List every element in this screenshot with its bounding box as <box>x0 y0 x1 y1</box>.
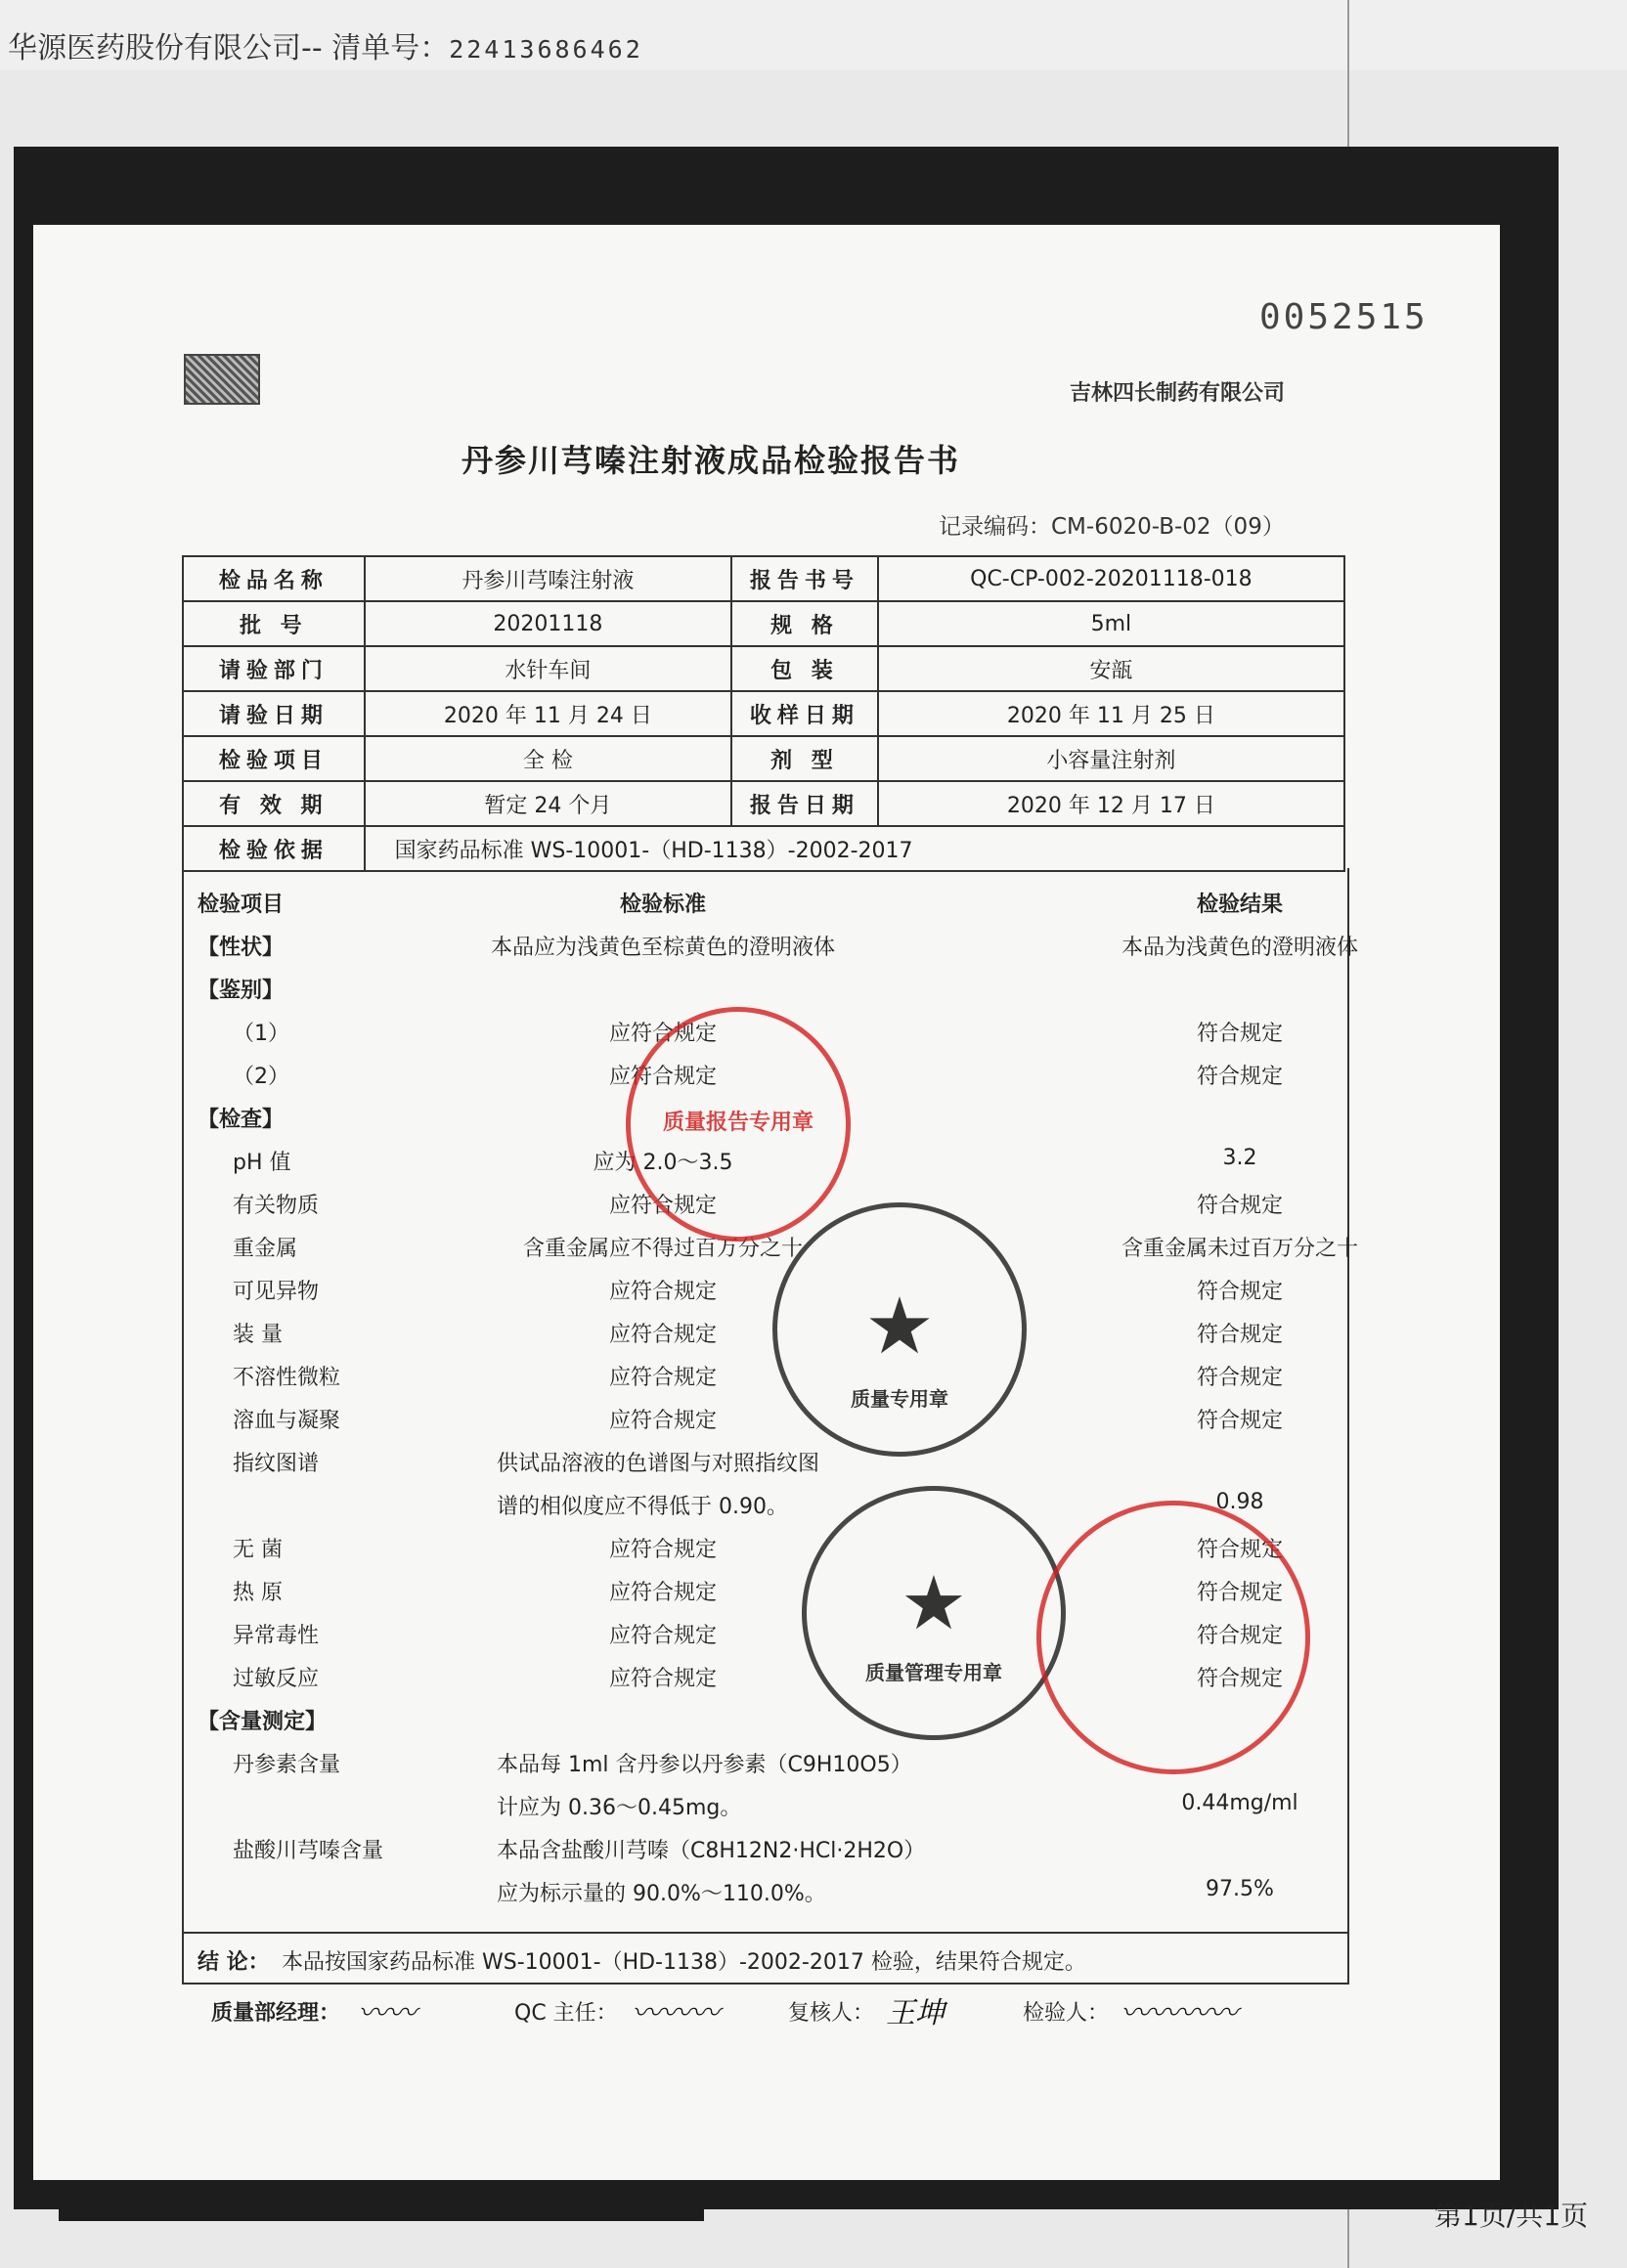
serial-number: 0052515 <box>1259 297 1429 337</box>
info-value: QC-CP-002-20201118-018 <box>878 556 1344 601</box>
info-value: 20201118 <box>365 601 731 646</box>
red-quality-report-stamp <box>626 1007 851 1242</box>
result-item: 盐酸川芎嗪含量 <box>233 1839 384 1863</box>
black-quality-stamp <box>772 1202 1027 1457</box>
qa-manager-label: 质量部经理： <box>211 2001 341 2026</box>
info-value: 5ml <box>878 601 1344 646</box>
result-item: （2） <box>233 1065 289 1089</box>
star-icon: ★ <box>864 1281 935 1372</box>
reviewer-signature: 王坤 <box>886 1996 945 2030</box>
result-row-continued <box>184 1877 1347 1916</box>
result-value: 符合规定 <box>1196 1366 1283 1390</box>
info-label: 检品名称 <box>183 556 365 601</box>
conclusion-label: 结 论： <box>198 1950 270 1975</box>
info-label: 请验日期 <box>183 691 365 736</box>
header-list-number: 22413686462 <box>449 35 643 64</box>
result-value: 本品为浅黄色的澄明液体 <box>1121 936 1358 960</box>
info-label: 剂 型 <box>731 736 878 781</box>
inspector-label: 检验人： <box>1023 2001 1110 2026</box>
result-row <box>184 1404 1347 1443</box>
result-standard: 含重金属应不得过百万分之十 <box>522 1237 803 1261</box>
info-label: 报告日期 <box>731 781 878 826</box>
result-value: 3.2 <box>1222 1146 1257 1170</box>
result-standard: 本品每 1ml 含丹参以丹参素（C9H10O5） <box>497 1753 912 1777</box>
result-standard: 应符合规定 <box>608 1194 717 1218</box>
info-row <box>183 556 1344 601</box>
result-item: 异常毒性 <box>233 1624 320 1648</box>
black-quality-management-stamp <box>802 1486 1066 1740</box>
result-item: 不溶性微粒 <box>233 1366 341 1390</box>
qc-director-signature: 〰〰〰 <box>632 1996 720 2030</box>
result-standard: 本品应为浅黄色至棕黄色的澄明液体 <box>490 936 835 960</box>
inspector-signature: 〰〰〰〰 <box>1121 1996 1238 2030</box>
info-label: 检验项目 <box>183 736 365 781</box>
info-label: 报告书号 <box>731 556 878 601</box>
result-standard: 谱的相似度应不得低于 0.90。 <box>497 1495 788 1519</box>
info-row <box>183 781 1344 826</box>
result-standard: 应符合规定 <box>608 1323 717 1347</box>
result-standard: 应符合规定 <box>608 1366 717 1390</box>
result-value: 符合规定 <box>1196 1624 1283 1648</box>
info-value: 小容量注射剂 <box>878 736 1344 781</box>
report-title: 丹参川芎嗪注射液成品检验报告书 <box>462 442 961 479</box>
info-value: 2020 年 12 月 17 日 <box>878 781 1344 826</box>
result-item: pH 值 <box>233 1151 291 1175</box>
result-row <box>184 1361 1347 1400</box>
info-value: 2020 年 11 月 25 日 <box>878 691 1344 736</box>
result-row <box>184 1318 1347 1357</box>
header-list-label: 清单号： <box>331 31 450 65</box>
result-standard: 应符合规定 <box>608 1624 717 1648</box>
info-label: 收样日期 <box>731 691 878 736</box>
info-label: 请验部门 <box>183 646 365 691</box>
result-item: 有关物质 <box>233 1194 320 1218</box>
info-row <box>183 601 1344 646</box>
result-standard: 应符合规定 <box>608 1065 717 1089</box>
result-item: （1） <box>233 1022 289 1046</box>
result-item: 溶血与凝聚 <box>233 1409 341 1433</box>
header-company: 华源医药股份有限公司-- <box>8 31 323 65</box>
result-value: 符合规定 <box>1196 1323 1283 1347</box>
result-row <box>184 1834 1347 1873</box>
result-standard: 应符合规定 <box>608 1581 717 1605</box>
result-standard: 应符合规定 <box>608 1022 717 1046</box>
result-value: 符合规定 <box>1196 1194 1283 1218</box>
info-row <box>183 691 1344 736</box>
results-header-row <box>184 888 1347 927</box>
section-title: 【含量测定】 <box>198 1710 328 1734</box>
result-row <box>184 1275 1347 1314</box>
stamp-label: 质量报告专用章 <box>662 1111 814 1135</box>
result-item: 丹参素含量 <box>233 1753 341 1777</box>
info-label: 有 效 期 <box>183 781 365 826</box>
qc-director-label: QC 主任： <box>514 2001 618 2026</box>
qa-manager-signature: 〰〰 <box>358 1996 417 2030</box>
info-label: 包 装 <box>731 646 878 691</box>
result-standard: 应为标示量的 90.0%～110.0%。 <box>497 1882 826 1906</box>
result-item: 热 原 <box>233 1581 283 1605</box>
result-value: 符合规定 <box>1196 1538 1283 1562</box>
result-value: 含重金属未过百万分之十 <box>1121 1237 1358 1261</box>
result-item: 无 菌 <box>233 1538 283 1562</box>
scan-bottom-edge <box>59 2209 704 2221</box>
result-standard: 计应为 0.36～0.45mg。 <box>497 1796 742 1820</box>
stamp-label: 质量专用章 <box>851 1387 948 1411</box>
info-value: 国家药品标准 WS-10001-（HD-1138）-2002-2017 <box>365 826 1344 871</box>
page-number: 第1页/共1页 <box>1434 2200 1589 2232</box>
stamp-label: 质量管理专用章 <box>865 1661 1002 1684</box>
result-item: 重金属 <box>233 1237 298 1261</box>
result-standard: 供试品溶液的色谱图与对照指纹图 <box>497 1452 820 1476</box>
result-value: 符合规定 <box>1196 1022 1283 1046</box>
result-item: 装 量 <box>233 1323 283 1347</box>
header-line <box>8 23 643 66</box>
column-header-standard: 检验标准 <box>619 893 706 917</box>
result-value: 符合规定 <box>1196 1581 1283 1605</box>
result-row-continued <box>184 1791 1347 1830</box>
result-value: 97.5% <box>1206 1877 1274 1901</box>
red-company-stamp <box>1036 1501 1310 1774</box>
result-value: 符合规定 <box>1196 1409 1283 1433</box>
result-row <box>184 931 1358 970</box>
record-code: 记录编码：CM-6020-B-02（09） <box>939 514 1285 540</box>
issuer-company: 吉林四长制药有限公司 <box>1070 381 1286 406</box>
result-item: 过敏反应 <box>233 1667 320 1691</box>
info-value: 水针车间 <box>365 646 731 691</box>
star-icon: ★ <box>900 1559 968 1646</box>
result-standard: 应符合规定 <box>608 1280 717 1304</box>
info-value: 丹参川芎嗪注射液 <box>365 556 731 601</box>
signature-row <box>182 1983 1345 2041</box>
info-row <box>183 736 1344 781</box>
result-item: 【性状】 <box>198 936 285 960</box>
info-row <box>183 646 1344 691</box>
info-label: 检验依据 <box>183 826 365 871</box>
info-label: 规 格 <box>731 601 878 646</box>
scan-header-strip <box>0 0 1627 70</box>
info-value: 暂定 24 个月 <box>365 781 731 826</box>
reviewer-label: 复核人： <box>788 2001 875 2026</box>
info-value: 2020 年 11 月 24 日 <box>365 691 731 736</box>
conclusion-row <box>184 1932 1347 1983</box>
column-header-result: 检验结果 <box>1196 893 1283 917</box>
result-value: 符合规定 <box>1196 1065 1283 1089</box>
column-header-item: 检验项目 <box>198 893 285 917</box>
result-value: 符合规定 <box>1196 1667 1283 1691</box>
result-standard: 应符合规定 <box>608 1538 717 1562</box>
result-value: 0.44mg/ml <box>1181 1791 1298 1815</box>
section-title: 【鉴别】 <box>198 979 285 1003</box>
result-standard: 应为 2.0～3.5 <box>593 1151 733 1175</box>
product-info-table <box>182 555 1345 872</box>
result-standard: 本品含盐酸川芎嗪（C8H12N2·HCl·2H2O） <box>497 1839 926 1863</box>
section-heading <box>184 974 1347 1013</box>
info-label: 批 号 <box>183 601 365 646</box>
conclusion-text: 本品按国家药品标准 WS-10001-（HD-1138）-2002-2017 检验，结果符合规定。 <box>282 1950 1086 1975</box>
barcode-icon <box>184 354 260 405</box>
result-value: 0.98 <box>1215 1490 1264 1514</box>
info-value: 安瓿 <box>878 646 1344 691</box>
result-standard: 应符合规定 <box>608 1409 717 1433</box>
result-item: 可见异物 <box>233 1280 320 1304</box>
info-row <box>183 826 1344 871</box>
result-item: 指纹图谱 <box>233 1452 320 1476</box>
info-value: 全 检 <box>365 736 731 781</box>
section-title: 【检查】 <box>198 1108 285 1132</box>
result-value: 符合规定 <box>1196 1280 1283 1304</box>
result-row <box>184 1447 1347 1486</box>
result-standard: 应符合规定 <box>608 1667 717 1691</box>
